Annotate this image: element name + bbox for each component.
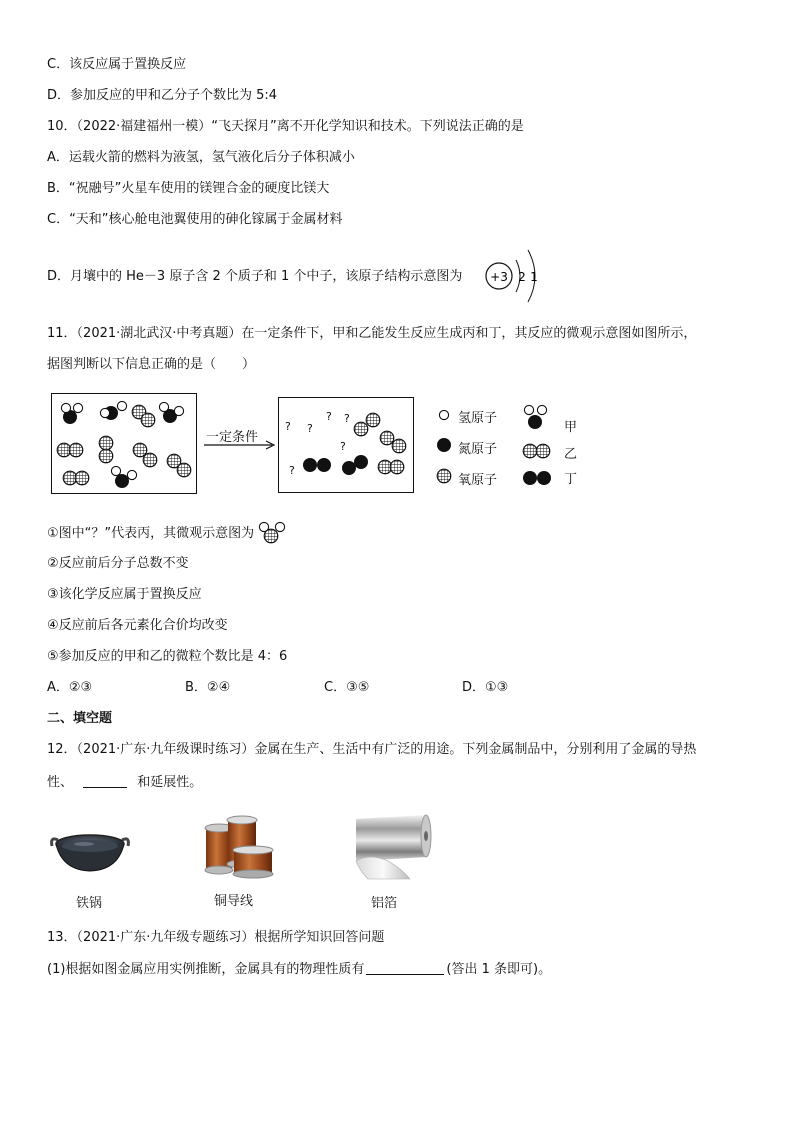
question-mark: ? xyxy=(344,412,350,425)
q10-option-a: A．运载火箭的燃料为液氢，氢气液化后分子体积减小 xyxy=(47,150,355,165)
copper-wire-image xyxy=(202,814,278,884)
yi-molecule-icon xyxy=(523,444,550,458)
molecule-yi xyxy=(354,413,380,436)
oxygen-atom-icon xyxy=(437,469,451,483)
q10-option-c: C．“天和”核心舱电池翼使用的砷化镓属于金属材料 xyxy=(47,212,343,227)
molecule-yi xyxy=(57,443,83,457)
caption-iron-wok: 铁锅 xyxy=(76,896,103,911)
reaction-arrow xyxy=(204,440,278,450)
shell-2-electrons: 1 xyxy=(530,270,538,284)
nitrogen-atom-icon xyxy=(437,438,451,452)
molecule-jia xyxy=(111,466,136,488)
q13-sub1: (1)根据如图金属应用实例推断，金属具有的物理性质有 (答出 1 条即可)。 xyxy=(47,962,552,977)
caption-copper-wire: 铜导线 xyxy=(214,894,254,909)
jia-molecule-icon xyxy=(524,405,546,429)
q9-option-d: D．参加反应的甲和乙分子个数比为 5:4 xyxy=(47,88,278,103)
reactants-box xyxy=(51,393,197,494)
section-heading-fill-in: 二、填空题 xyxy=(47,711,113,726)
molecule-ding xyxy=(303,458,331,472)
molecule-yi xyxy=(378,460,404,474)
ding-molecule-icon xyxy=(523,471,551,485)
q13-stem: 13．（2021·广东·九年级专题练习）根据所学知识回答问题 xyxy=(47,930,385,945)
q11-stem-line1: 11．（2021·湖北武汉·中考真题）在一定条件下，甲和乙能发生反应生成丙和丁，其反应的微观示意图如图所示， xyxy=(47,326,697,341)
molecule-yi xyxy=(132,405,155,427)
q11-statement-4: ④反应前后各元素化合价均改变 xyxy=(47,618,228,633)
question-mark: ? xyxy=(285,420,291,433)
q10-stem: 10．（2022·福建福州一模）“飞天探月”离不开化学知识和技术。下列说法正确的是 xyxy=(47,119,524,134)
q11-option-c: C．③⑤ xyxy=(324,680,370,695)
molecule-ding xyxy=(342,455,368,475)
hydrogen-atom-icon xyxy=(439,410,448,419)
q10-option-b: B．“祝融号”火星车使用的镁锂合金的硬度比镁大 xyxy=(47,181,330,196)
legend-jia-label: 甲 xyxy=(564,420,578,435)
molecule-yi xyxy=(63,471,89,485)
molecule-jia xyxy=(159,402,183,423)
q11-statement-5: ⑤参加反应的甲和乙的微粒个数比是 4：6 xyxy=(47,649,288,664)
shell-1-electrons: 2 xyxy=(518,270,526,284)
q12-answer-blank[interactable] xyxy=(83,773,127,788)
q11-option-b: B．②④ xyxy=(185,680,231,695)
legend-yi-label: 乙 xyxy=(564,447,578,462)
q11-statement-2: ②反应前后分子总数不变 xyxy=(47,556,189,571)
q12-stem-line1: 12．（2021·广东·九年级课时练习）金属在生产、生活中有广泛的用途。下列金属制品中，分别利用了金属的导热 xyxy=(47,742,697,757)
q10-option-d: D．月壤中的 He－3 原子含 2 个质子和 1 个中子，该原子结构示意图为 xyxy=(47,269,463,284)
iron-wok-image xyxy=(48,826,132,876)
legend-ding-label: 丁 xyxy=(564,472,578,487)
question-mark: ? xyxy=(289,464,295,477)
aluminum-foil-image xyxy=(350,813,434,883)
q11-option-d: D．①③ xyxy=(462,680,509,695)
molecule-yi xyxy=(167,454,191,477)
molecule-yi xyxy=(133,443,157,467)
molecule-jia xyxy=(61,403,82,424)
q12-stem-line2: 性、 和延展性。 xyxy=(47,775,203,790)
question-mark: ? xyxy=(326,410,332,423)
molecule-jia xyxy=(100,401,126,420)
molecule-yi xyxy=(380,431,406,453)
legend-oxygen-label: 氧原子 xyxy=(458,473,498,488)
legend-nitrogen-label: 氮原子 xyxy=(458,442,498,457)
legend-hydrogen-label: 氢原子 xyxy=(458,411,498,426)
bing-molecule-icon xyxy=(258,521,286,543)
q11-statement-3: ③该化学反应属于置换反应 xyxy=(47,587,202,602)
nucleus-charge: +3 xyxy=(490,270,508,284)
products-box xyxy=(278,397,414,493)
q11-stem-line2: 据图判断以下信息正确的是（ ） xyxy=(47,357,256,372)
question-mark: ? xyxy=(340,440,346,453)
reaction-condition-label: 一定条件 xyxy=(206,430,259,445)
q11-option-a: A．②③ xyxy=(47,680,93,695)
caption-aluminum-foil: 铝箔 xyxy=(371,896,398,911)
q9-option-c: C．该反应属于置换反应 xyxy=(47,57,187,72)
atom-structure-diagram xyxy=(482,246,548,308)
molecule-yi xyxy=(99,436,113,463)
question-mark: ? xyxy=(307,422,313,435)
reactant-molecules xyxy=(52,394,196,493)
q13-answer-blank[interactable] xyxy=(366,960,444,975)
q11-statement-1: ①图中“？”代表丙，其微观示意图为 xyxy=(47,521,286,543)
